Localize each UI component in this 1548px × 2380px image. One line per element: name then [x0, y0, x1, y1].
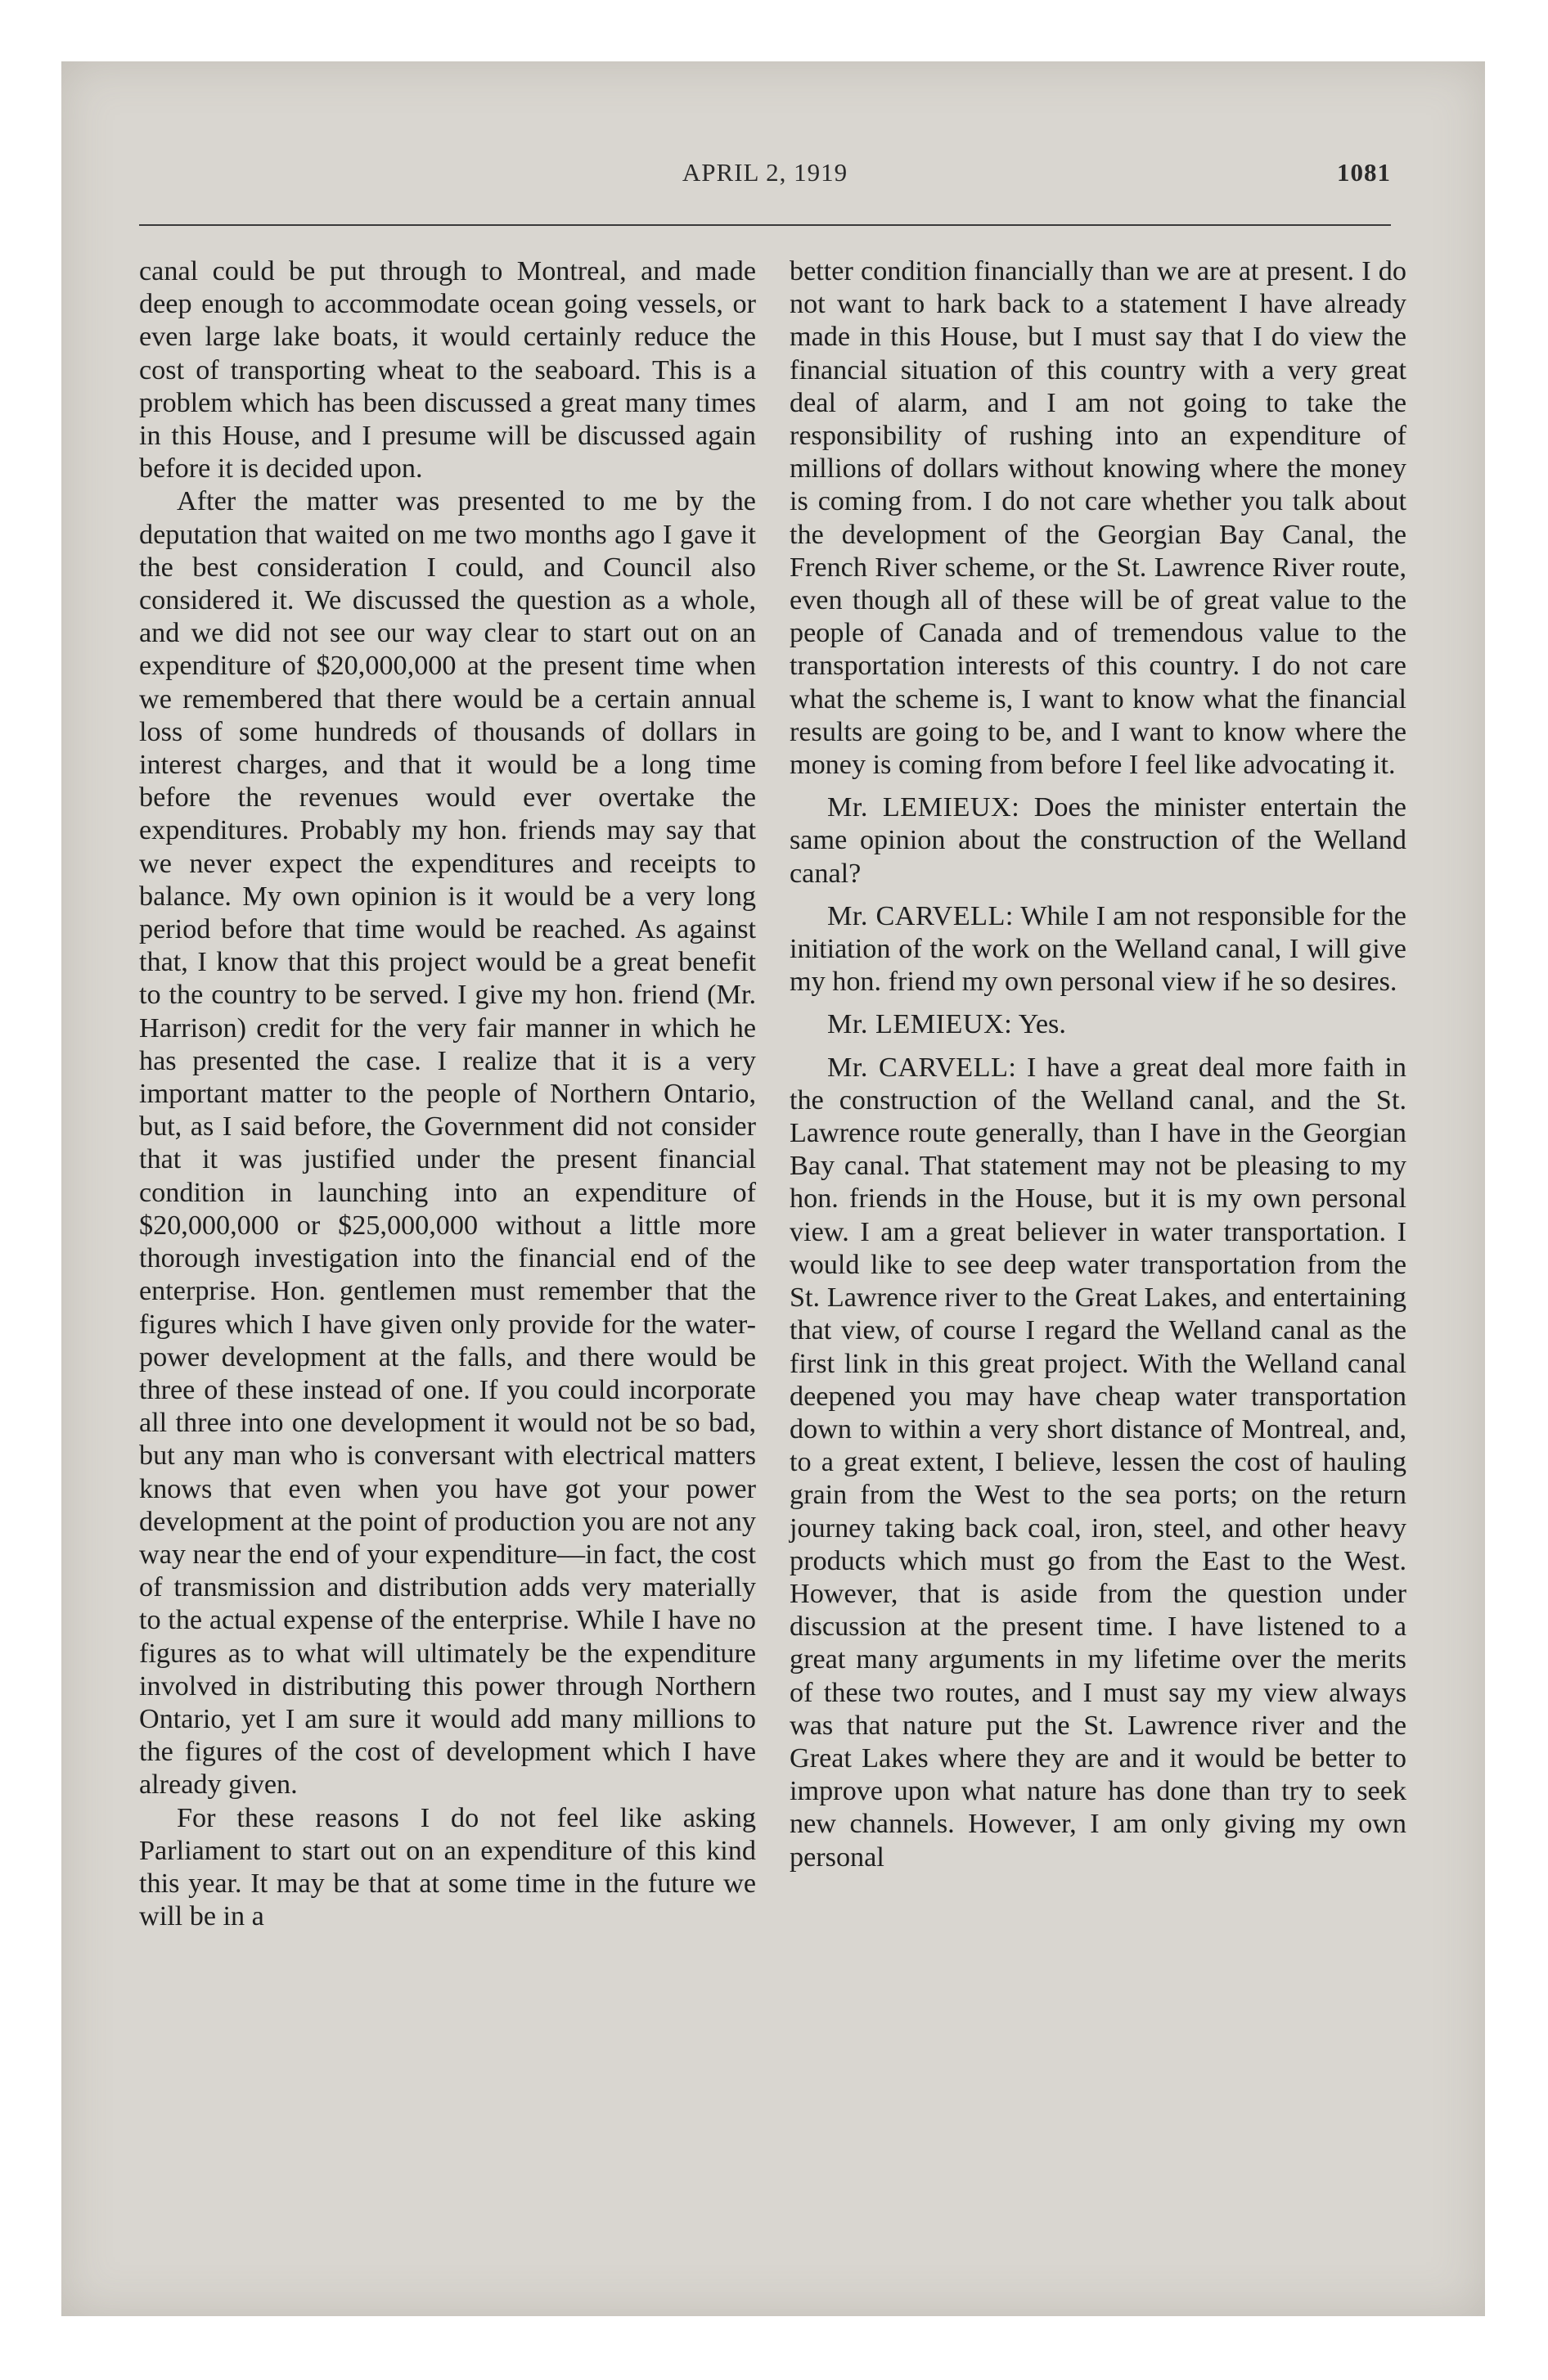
right-column [790, 255, 1406, 1874]
speaker-name: Mr. LEMIEUX: [827, 792, 1020, 823]
header-date: APRIL 2, 1919 [682, 158, 848, 187]
left-paragraph: For these reasons I do not feel like asking Parliament to start out on an expenditure of this kind this year. It may be that at some time in the future we will be in a [139, 1802, 756, 1932]
speech-carvell-reply [790, 900, 1406, 999]
speech-text: Yes. [1018, 1009, 1066, 1040]
page-header [139, 158, 1391, 207]
header-rule [139, 224, 1391, 226]
speaker-name: Mr. LEMIEUX: [827, 1009, 1013, 1040]
left-paragraph: After the matter was presented to me by the deputation that waited on me two months ago I gave it the best consideration I could, and Council also considered it. We discussed the question as a whole, and we did not see our way clear to start out on an expenditure of $20,000,000 at the present time when we remembered that there would be a certain annual loss of some hundreds of thousands of dollars in interest charges, and that it would be a long time before the revenues would ever overtake the expenditures. Probably my hon. friends may say that we never expect the expenditures and receipts to balance. My own opinion is it would be a very long period before that time would be reached. As against that, I know that this project would be a great benefit to the country to be served. I give my hon. friend (Mr. Harrison) credit for the very fair manner in which he has presented the case. I realize that it is a very important matter to the people of Northern Ontario, but, as I said before, the Government did not consider that it was justified under the present financial condition in launching into an expenditure of $20,000,000 or $25,000,000 without a little more thorough investigation into the financial end of the enterprise. Hon. gentlemen must remember that the figures which I have given only provide for the water-power development at the falls, and there would be three of these instead of one. If you could incorporate all three into one development it would not be so bad, but any man who is conversant with electrical matters knows that even when you have got your power development at the point of production you are not any way near the end of your expenditure—in fact, the cost of transmission and distribution adds very materially to the actual expense of the enterprise. While I have no figures as to what will ultimately be the expenditure involved in distributing this power through Northern Ontario, yet I am sure it would add many millions to the figures of the cost of development which I have already given. [139, 486, 756, 1801]
speaker-name: Mr. CARVELL: [827, 1052, 1017, 1083]
page-number: 1081 [1337, 158, 1391, 187]
left-paragraph-continuation: canal could be put through to Montreal, and made deep enough to accommodate ocean going vessels, or even large lake boats, it would certainly reduce the cost of transporting wheat to the seaboard. This is a problem which has been discussed a great many times in this House, and I presume will be discussed again before it is decided upon. [139, 256, 756, 485]
right-paragraph-continuation: better condition financially than we are at present. I do not want to hark back to a statement I have already made in this House, but I must say that I do view the financial situation of this country with a very great deal of alarm, and I am not going to take the responsibility of rushing into an expenditure of millions of dollars without knowing where the money is coming from. I do not care whether you talk about the development of the Georgian Bay Canal, the French River scheme, or the St. Lawrence River route, even though all of these will be of great value to the people of Canada and of tremendous value to the transportation interests of this country. I do not care what the scheme is, I want to know what the financial results are going to be, and I want to know where the money is coming from before I feel like advocating it. [790, 256, 1406, 781]
speech-lemieux-yes [790, 1008, 1406, 1041]
left-column [139, 255, 756, 1933]
speech-text: While I am not responsible for the initiation of the work on the Welland canal, I will give my hon. friend my own personal view if he so desires. [790, 900, 1406, 998]
speech-lemieux-question [790, 791, 1406, 890]
speech-text: I have a great deal more faith in the construction of the Welland canal, and the St. Lawrence route generally, than I have in the Georgian Bay canal. That statement may not be pleasing to my hon. friends in the House, but it is my own personal view. I am a great believer in water transportation. I would like to see deep water transportation from the St. Lawrence river to the Great Lakes, and entertaining that view, of course I regard the Welland canal as the first link in this great project. With the Welland canal deepened you may have cheap water transportation down to within a very short distance of Montreal, and, to a great extent, I believe, lessen the cost of hauling grain from the West to the sea ports; on the return journey taking back coal, iron, steel, and other heavy products which must go from the East to the West. However, that is aside from the question under discussion at the present time. I have listened to a great many arguments in my lifetime over the merits of these two routes, and I must say my view always was that nature put the St. Lawrence river and the Great Lakes where they are and it would be better to improve upon what nature has done than try to seek new channels. However, I am only giving my own personal [790, 1052, 1406, 1873]
speech-carvell-view [790, 1052, 1406, 1874]
speaker-name: Mr. CARVELL: [827, 900, 1014, 931]
speech-text: Does the minister entertain the same opinion about the construction of the Welland canal? [790, 792, 1406, 889]
